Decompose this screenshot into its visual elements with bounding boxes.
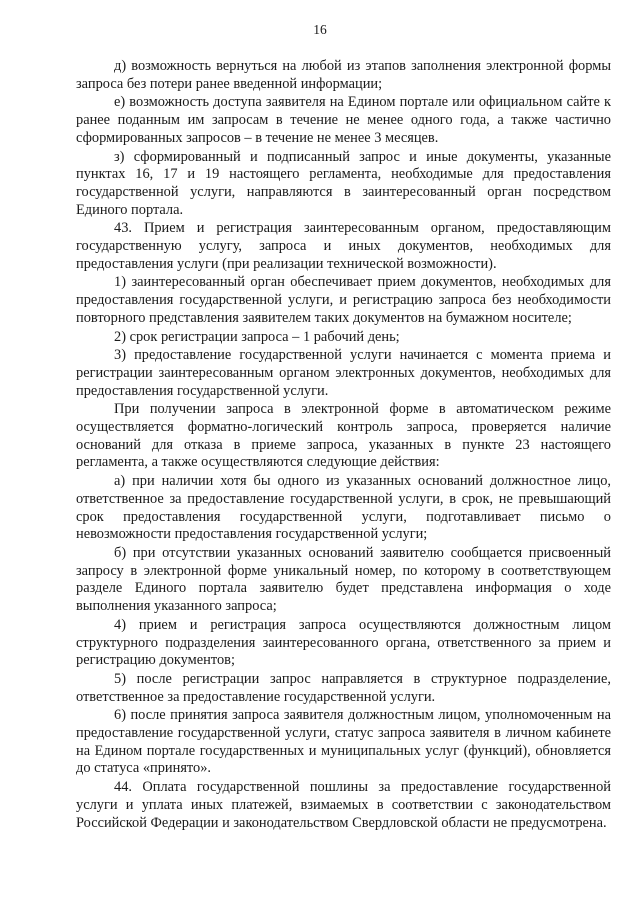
paragraph-item-5: 5) после регистрации запрос направляется в структурное подразделение, ответственное за предоставление государственной услуги. <box>76 670 611 705</box>
paragraph-item-e: е) возможность доступа заявителя на Едином портале или официальном сайте к ранее поданным им запросам в течение не менее одного года, а также частично сформированных запросов – в течение не менее 3 месяцев. <box>76 94 611 146</box>
document-body <box>76 58 611 833</box>
paragraph-section-44: 44. Оплата государственной пошлины за предоставление государственной услуги и уплата иных платежей, взимаемых в соответствии с законодательством Российской Федерации и законодательством Свердловской области не предусмотрена. <box>76 779 611 831</box>
paragraph-item-4: 4) прием и регистрация запроса осуществляются должностным лицом структурного подразделения заинтересованного органа, ответственного за прием и регистрацию документов; <box>76 616 611 669</box>
paragraph-item-6: 6) после принятия запроса заявителя должностным лицом, уполномоченным на предоставление государственной услуги, статус запроса заявителя в личном кабинете на Едином портале государственных и муниципальных услуг (функций), обновляется до статуса «принято». <box>76 707 611 777</box>
paragraph-item-a: а) при наличии хотя бы одного из указанных оснований должностное лицо, ответственное за предоставление государственной услуги, в срок, не превышающий срок предоставления государственной услуги, подготавливает письмо о невозможности предоставления государственной услуги; <box>76 473 611 543</box>
paragraph-item-d: д) возможность вернуться на любой из этапов заполнения электронной формы запроса без потери ранее введенной информации; <box>76 58 611 92</box>
paragraph-item-3: 3) предоставление государственной услуги начинается с момента приема и регистрации заинтересованным органом электронных документов, необходимых для предоставления государственной услуги. <box>76 347 611 399</box>
paragraph-item-z: з) сформированный и подписанный запрос и иные документы, указанные пунктах 16, 17 и 19 настоящего регламента, необходимые для предоставления государственной услуги, направляются в заинтересованный орган посредством Единого портала. <box>76 148 611 218</box>
page-number: 16 <box>313 22 327 37</box>
paragraph-item-1: 1) заинтересованный орган обеспечивает прием документов, необходимых для предоставления государственной услуги, и регистрацию запроса без необходимости повторного представления заявителем таких документов на бумажном носителе; <box>76 274 611 326</box>
paragraph-electronic-request: При получении запроса в электронной форме в автоматическом режиме осуществляется форматно-логический контроль запроса, проверяется наличие оснований для отказа в приеме запроса, указанных в пункте 23 настоящего регламента, а также осуществляются следующие действия: <box>76 401 611 471</box>
paragraph-item-b: б) при отсутствии указанных оснований заявителю сообщается присвоенный запросу в электронной форме уникальный номер, по которому в соответствующем разделе Единого портала заявителю будет представлена информация о ходе выполнения указанного запроса; <box>76 544 611 615</box>
paragraph-section-43: 43. Прием и регистрация заинтересованным органом, предоставляющим государственную услугу, запроса и иных документов, необходимых для предоставления услуги (при реализации технической возможности). <box>76 220 611 272</box>
paragraph-item-2: 2) срок регистрации запроса – 1 рабочий день; <box>114 328 400 345</box>
